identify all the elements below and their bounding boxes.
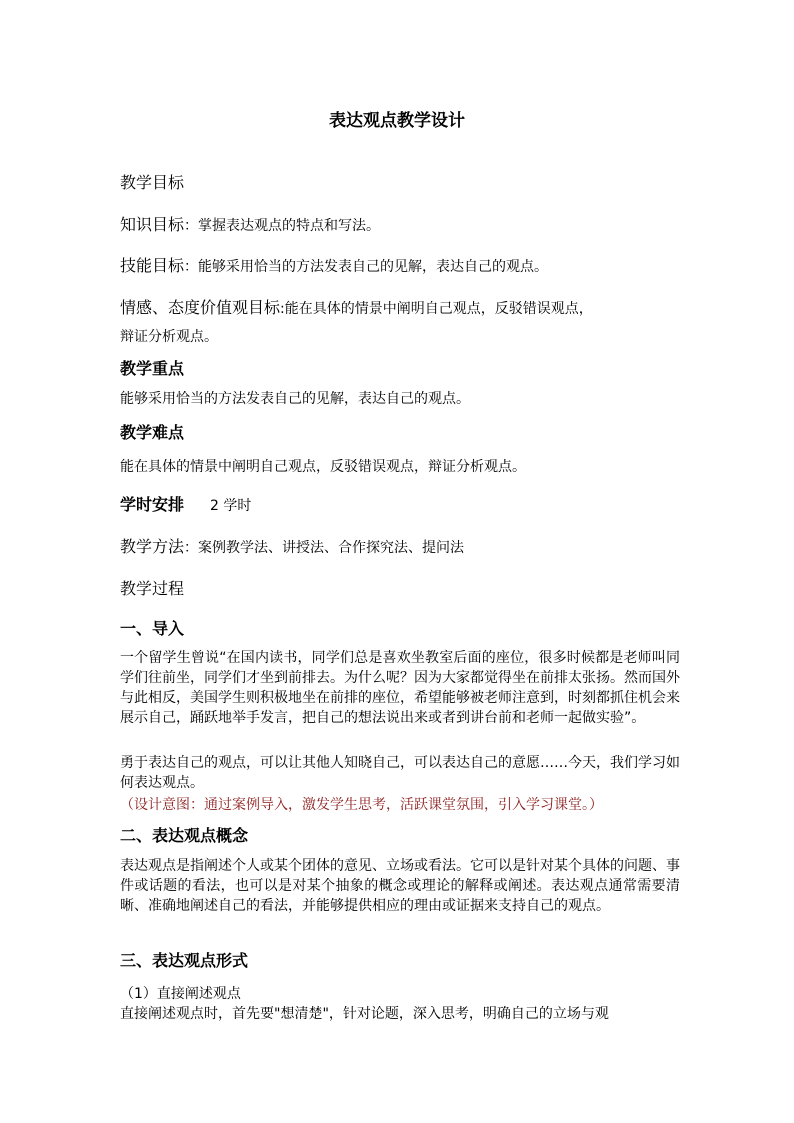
section2-para: 表达观点是指阐述个人或某个团体的意见、立场或看法。它可以是针对某个具体的问题、事件或话题的看法，也可以是对某个抽象的概念或理论的解释或阐述。表达观点通常需要清晰、准确地阐述自己的看法，并能够提供相应的理由或证据来支持自己的观点。 bbox=[120, 858, 680, 914]
methods-text: ：案例教学法、讲授法、合作探究法、提问法 bbox=[184, 540, 465, 556]
emotion-goal-label: 情感、态度价值观目标 bbox=[120, 298, 281, 317]
doc-title: 表达观点教学设计 bbox=[329, 111, 465, 131]
schedule-label: 学时安排 bbox=[120, 495, 185, 514]
skill-goal bbox=[120, 253, 548, 276]
section1-para1: 一个留学生曾说“在国内读书，同学们总是喜欢坐教室后面的座位，很多时候都是老师叫同学们往前坐，同学们才坐到前排去。为什么呢？因为大家都觉得坐在前排太张扬。然而国外与此相反，美国学生则积极地坐在前排的座位，希望能够被老师注意到，时刻都抓住机会来展示自己，踊跃地举手发言，把自己的想法说出来或者到讲台前和老师一起做实验”。 bbox=[120, 650, 680, 726]
difficulty-heading: 教学难点 bbox=[120, 423, 185, 442]
knowledge-goal bbox=[120, 212, 380, 235]
emotion-goal-text-cont: 辩证分析观点。 bbox=[120, 329, 218, 345]
schedule-value: 2 学时 bbox=[210, 498, 252, 514]
section3-heading: 三、表达观点形式 bbox=[120, 951, 249, 970]
section3-para: 直接阐述观点时，首先要"想清楚"，针对论题，深入思考，明确自己的立场与观 bbox=[120, 1006, 609, 1022]
schedule bbox=[120, 492, 251, 515]
methods bbox=[120, 534, 464, 557]
key-point-text: 能够采用恰当的方法发表自己的见解，表达自己的观点。 bbox=[120, 391, 470, 407]
knowledge-goal-text: ：掌握表达观点的特点和写法。 bbox=[184, 218, 381, 234]
knowledge-goal-label: 知识目标 bbox=[120, 215, 185, 234]
teaching-goals-heading: 教学目标 bbox=[120, 173, 185, 192]
difficulty-text: 能在具体的情景中阐明自己观点，反驳错误观点，辩证分析观点。 bbox=[120, 459, 526, 475]
emotion-goal bbox=[120, 295, 593, 318]
skill-goal-label: 技能目标 bbox=[120, 256, 185, 275]
emotion-goal-text: :能在具体的情景中阐明自己观点，反驳错误观点， bbox=[280, 301, 593, 317]
key-point-heading: 教学重点 bbox=[120, 359, 185, 378]
process-heading: 教学过程 bbox=[120, 579, 185, 598]
methods-label: 教学方法 bbox=[120, 537, 185, 556]
section1-intent: （设计意图：通过案例导入，激发学生思考，活跃课堂氛围，引入学习课堂。） bbox=[120, 797, 603, 813]
skill-goal-text: ：能够采用恰当的方法发表自己的见解，表达自己的观点。 bbox=[184, 259, 549, 275]
section3-sub1: （1）直接阐述观点 bbox=[120, 986, 241, 1002]
section2-heading: 二、表达观点概念 bbox=[120, 826, 249, 845]
section1-heading: 一、导入 bbox=[120, 619, 185, 638]
section1-para2: 勇于表达自己的观点，可以让其他人知晓自己，可以表达自己的意愿……今天，我们学习如何表达观点。 bbox=[120, 755, 680, 791]
